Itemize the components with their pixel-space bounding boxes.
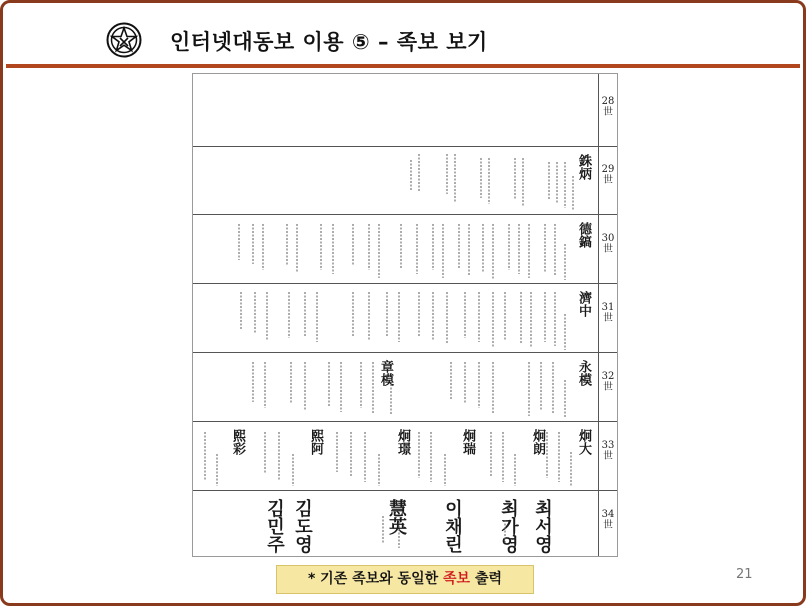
person-name: 炯瑞 <box>460 429 475 455</box>
person-name: 熙阿 <box>308 429 323 455</box>
person-name: 최서영 <box>532 499 553 553</box>
emblem-logo-icon <box>106 22 142 58</box>
generation-label-30: 30世 <box>601 233 615 255</box>
person-name: 德鎬 <box>576 222 591 248</box>
caption-suffix: 출력 <box>474 571 502 587</box>
row-divider <box>193 421 617 422</box>
generation-label-31: 31世 <box>601 302 615 324</box>
generation-label-28: 28世 <box>601 96 615 118</box>
person-name: 김민주 <box>264 499 285 553</box>
header-divider <box>6 64 800 68</box>
person-name: 濟中 <box>576 291 591 317</box>
generation-label-32: 32世 <box>601 371 615 393</box>
row-divider <box>193 283 617 284</box>
person-name: 慧英 <box>386 499 407 535</box>
person-name: 銖炳 <box>576 154 591 180</box>
person-name: 이채린 <box>442 499 463 553</box>
person-name: 炯璟 <box>395 429 410 455</box>
row-divider <box>193 352 617 353</box>
row-divider <box>193 146 617 147</box>
generation-label-34: 34世 <box>601 509 615 531</box>
genealogy-sheet <box>192 73 618 557</box>
person-name: 熙彩 <box>230 429 245 455</box>
generation-label-29: 29世 <box>601 164 615 186</box>
row-divider <box>193 214 617 215</box>
slide-header <box>0 0 806 66</box>
caption-box <box>276 565 534 594</box>
person-name: 炯大 <box>576 429 591 455</box>
generation-label-33: 33世 <box>601 440 615 462</box>
page-number: 21 <box>736 567 753 582</box>
person-name: 章模 <box>378 360 393 386</box>
person-name: 永模 <box>576 360 591 386</box>
caption-highlight: 족보 <box>443 571 471 587</box>
person-name: 최가영 <box>498 499 519 553</box>
row-divider <box>193 490 617 491</box>
caption-prefix: * 기존 족보와 동일한 <box>307 571 439 587</box>
person-name: 김도영 <box>292 499 313 553</box>
slide-title: 인터넷대동보 이용 ⑤ – 족보 보기 <box>170 30 488 54</box>
person-name: 炯朗 <box>530 429 545 455</box>
